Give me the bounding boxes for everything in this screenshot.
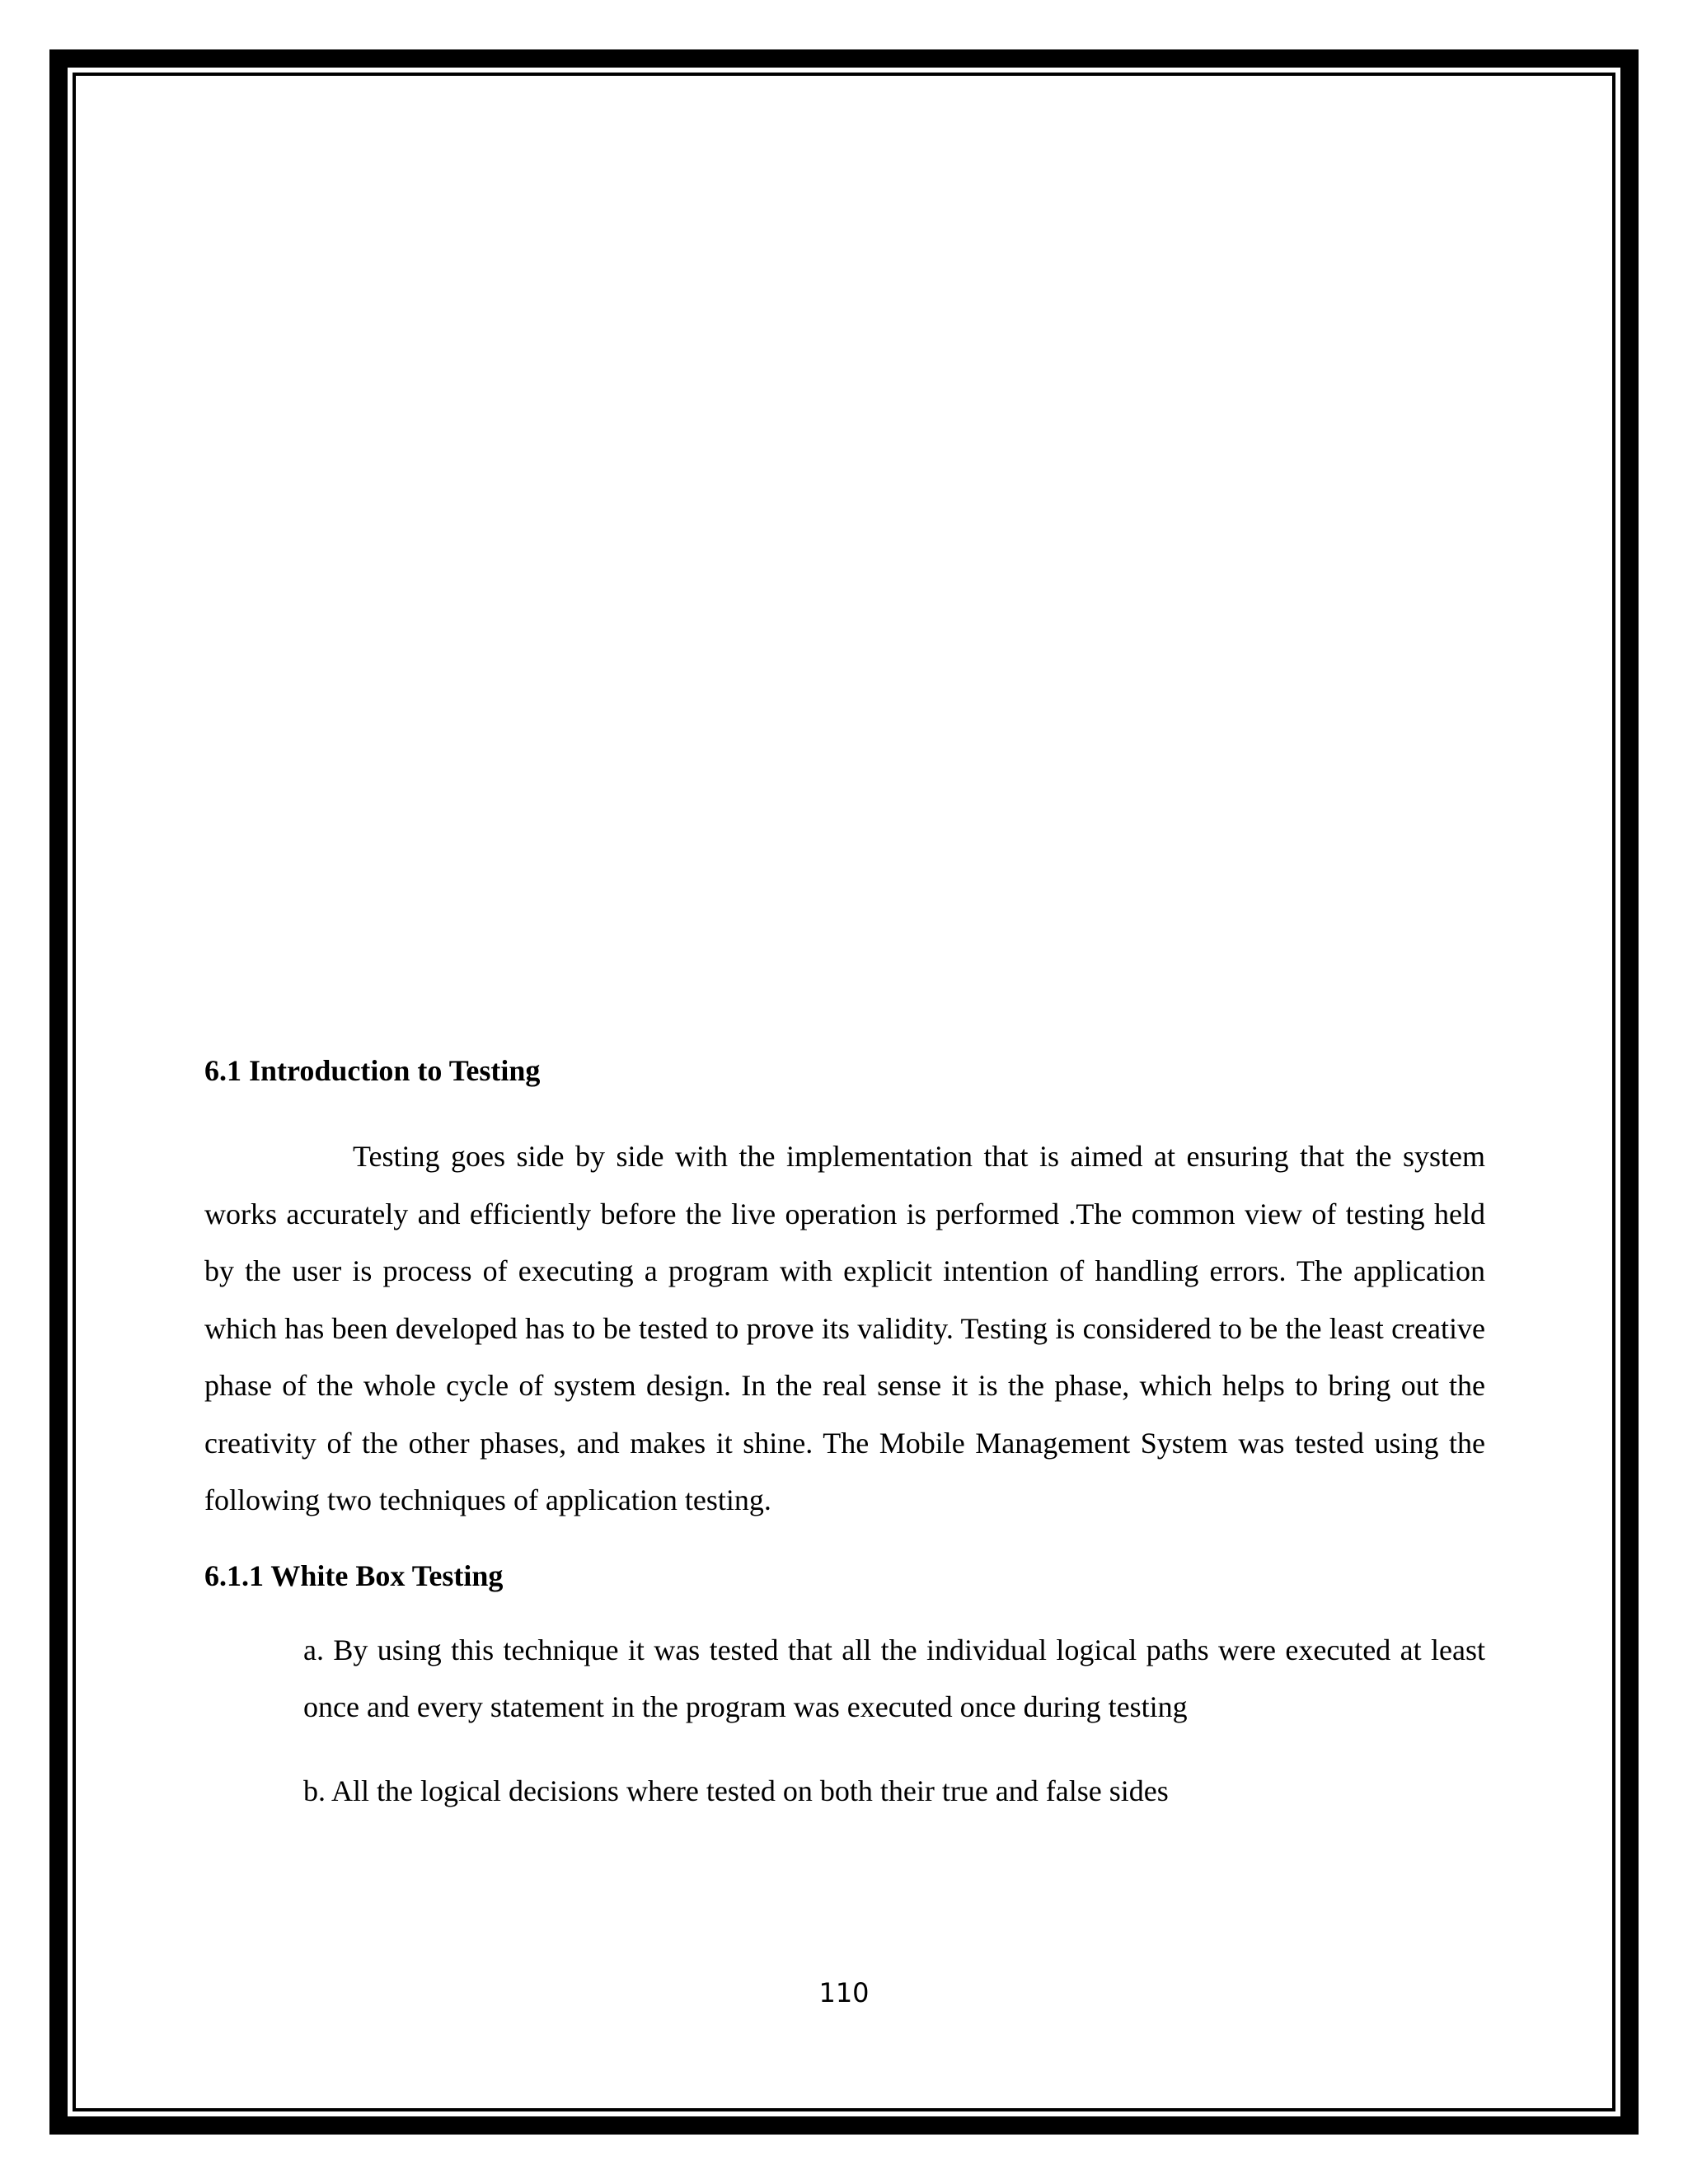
subsection-heading: 6.1.1 White Box Testing: [204, 1558, 504, 1592]
page-number: 110: [818, 1977, 870, 2008]
list-item-a: a. By using this technique it was tested that all the individual logical paths were executed at least once and every statement in the program was executed once during testing: [303, 1633, 1485, 1723]
page-content: [204, 1049, 1485, 1846]
list-item-b: b. All the logical decisions where tested on both their true and false sides: [303, 1774, 1169, 1807]
section-heading: 6.1 Introduction to Testing: [204, 1054, 541, 1087]
intro-paragraph: Testing goes side by side with the implementation that is aimed at ensuring that the system works accurately and efficiently before the live operation is performed .The common view of testing held by the user is process of executing a program with explicit intention of handling errors. The application which has been developed has to be tested to prove its validity. Testing is considered to be the least creative phase of the whole cycle of system design. In the real sense it is the phase, which helps to bring out the creativity of the other phases, and makes it shine. The Mobile Management System was tested using the following two techniques of application testing.: [204, 1140, 1485, 1516]
